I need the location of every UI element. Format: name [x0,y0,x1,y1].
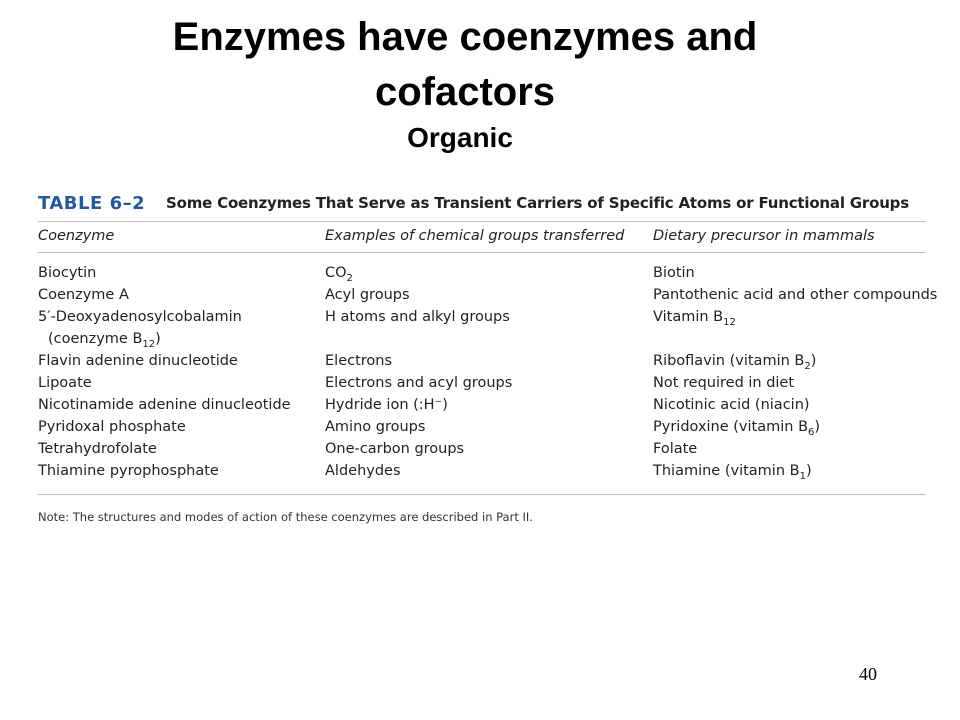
coenzyme-table [38,188,938,524]
cell-coenzyme: Nicotinamide adenine dinucleotide [38,397,291,413]
table-row [38,308,926,352]
cell-coenzyme: Biocytin [38,265,97,281]
table-row [38,352,926,374]
table-row [38,462,926,484]
cell-precursor: Riboflavin (vitamin $B_2$) [653,353,817,372]
cell-groups: One-carbon groups [325,441,465,457]
table-title: Some Coenzymes That Serve as Transient Carriers of Specific Atoms or Functional Groups [166,194,909,212]
table-number: TABLE 6–2 [38,192,146,214]
cell-precursor: Biotin [653,265,695,281]
cell-coenzyme: Flavin adenine dinucleotide [38,353,238,369]
cell-groups: Electrons and acyl groups [325,375,513,391]
table-row [38,396,926,418]
table-row [38,374,926,396]
cell-groups: Hydride ion (:H⁻) [325,397,448,413]
cell-groups: $CO_2$ [325,265,353,284]
cell-precursor: Vitamin $B_{12}$ [653,309,736,328]
cell-coenzyme: Coenzyme A [38,287,129,303]
table-note: Note: The structures and modes of action of these coenzymes are described in Part II. [38,510,533,524]
cell-groups: Electrons [325,353,393,369]
cell-coenzyme: Thiamine pyrophosphate [38,463,219,479]
cell-coenzyme: Tetrahydrofolate [38,441,157,457]
header-groups-transferred: Examples of chemical groups transferred [325,228,625,244]
table-header-rule [38,252,926,253]
table-row [38,440,926,462]
cell-groups: Acyl groups [325,287,410,303]
slide-title-line-1: Enzymes have coenzymes and [172,15,758,59]
table-bottom-rule [38,494,926,495]
table-body [38,264,938,484]
cell-precursor: Thiamine (vitamin $B_1$) [653,463,812,482]
slide-title [0,10,930,120]
cell-precursor: Pantothenic acid and other compounds [653,287,938,303]
cell-precursor: Pyridoxine (vitamin $B_6$) [653,419,821,438]
cell-coenzyme: 5′-Deoxyadenosylcobalamin (coenzyme $B_{12}$) [38,309,242,350]
slide-title-line-2: cofactors [374,70,556,114]
cell-groups: H atoms and alkyl groups [325,309,510,325]
cell-groups: Aldehydes [325,463,401,479]
page-number: 40 [859,664,877,684]
slide-subtitle: Organic [407,122,513,153]
table-row [38,286,938,308]
table-row [38,418,926,440]
cell-groups: Amino groups [325,419,426,435]
table-header-row [38,228,926,250]
table-caption [38,188,926,218]
cell-precursor: Nicotinic acid (niacin) [653,397,810,413]
cell-precursor: Not required in diet [653,375,795,391]
cell-coenzyme: Pyridoxal phosphate [38,419,186,435]
table-row [38,264,926,286]
table-top-rule [38,221,926,222]
cell-precursor: Folate [653,441,698,457]
header-dietary-precursor: Dietary precursor in mammals [653,228,875,244]
header-coenzyme: Coenzyme [38,228,115,244]
cell-coenzyme: Lipoate [38,375,92,391]
